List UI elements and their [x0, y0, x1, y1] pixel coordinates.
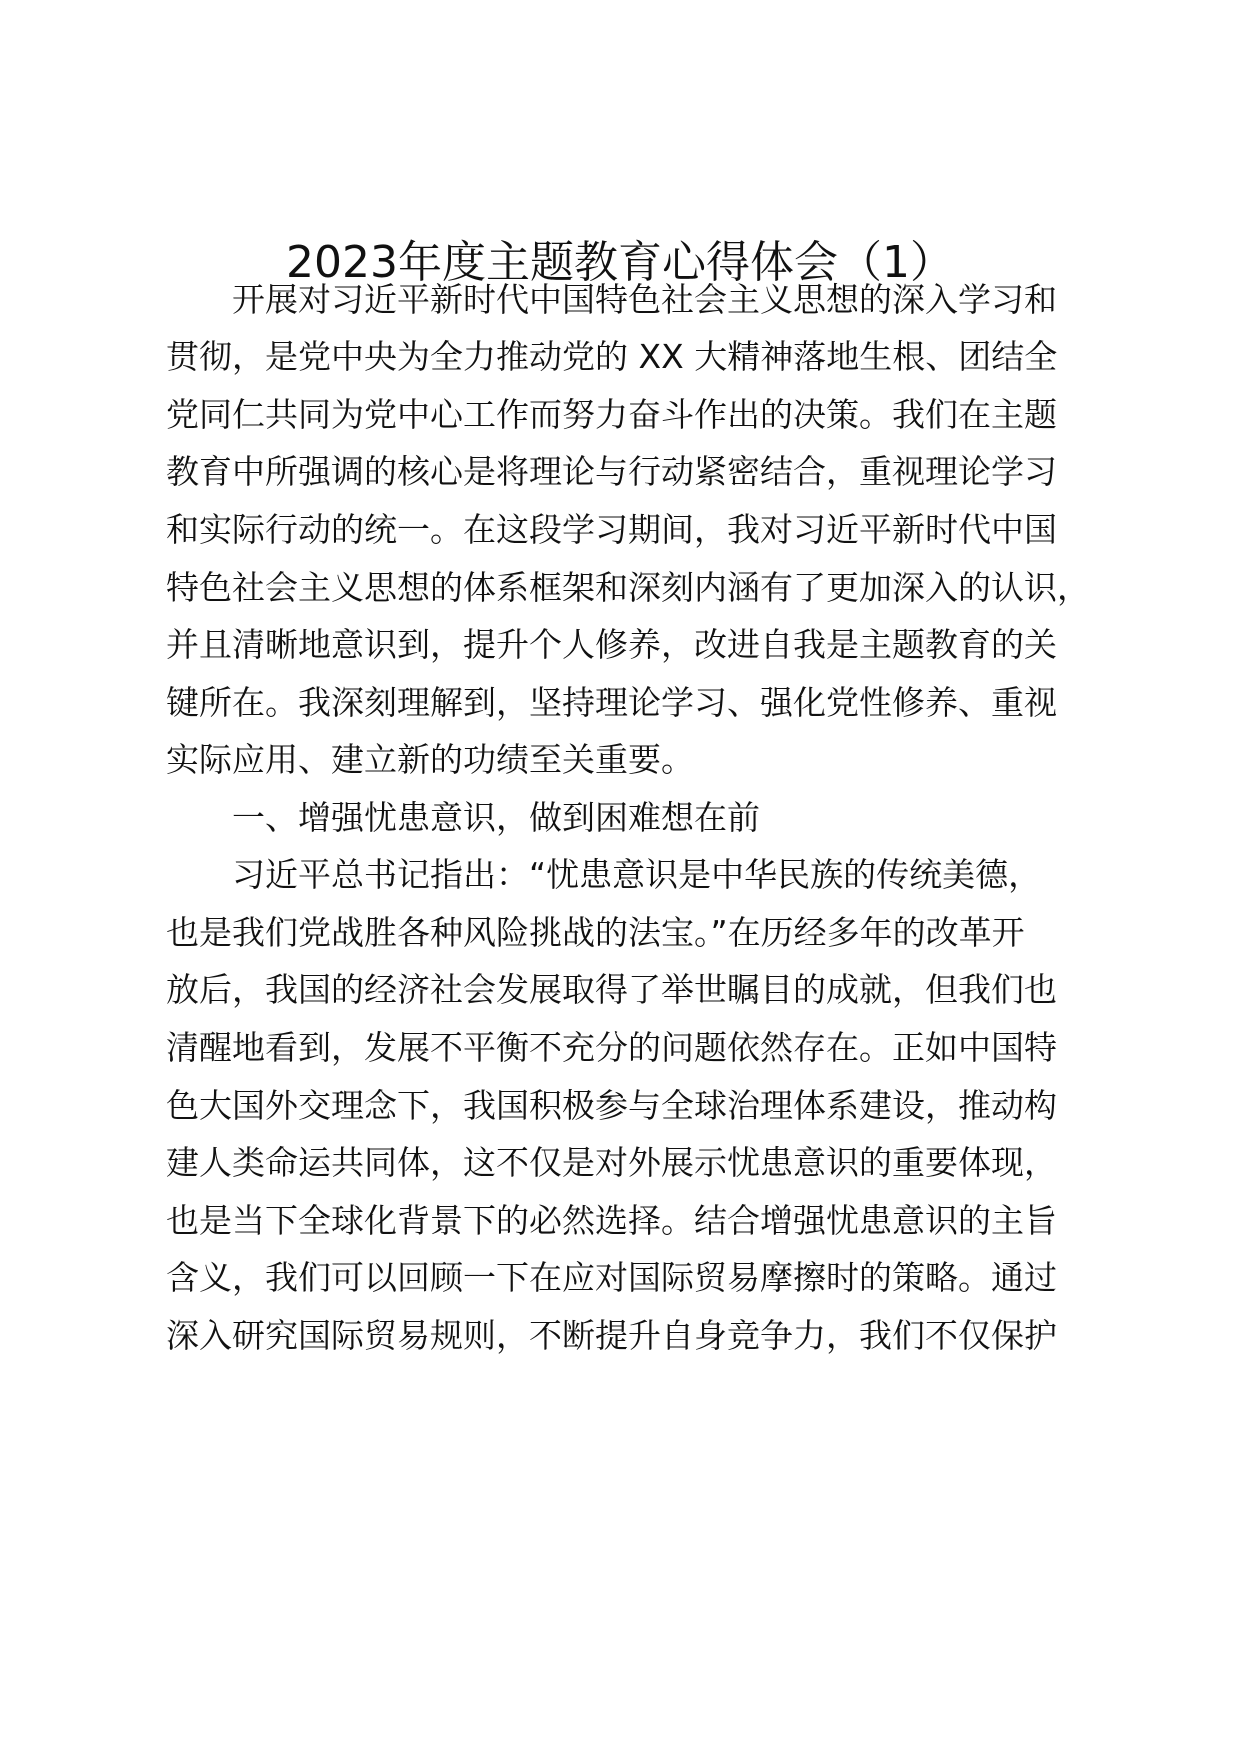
paragraph-line: 键所在。我深刻理解到，坚持理论学习、强化党性修养、重视: [166, 683, 1057, 722]
paragraph-line: 教育中所强调的核心是将理论与行动紧密结合，重视理论学习: [166, 452, 1057, 491]
paragraph-line: 深入研究国际贸易规则，不断提升自身竞争力，我们不仅保护: [166, 1316, 1057, 1355]
paragraph-line: 开展对习近平新时代中国特色社会主义思想的深入学习和: [232, 280, 1057, 319]
section-heading: 一、增强忧患意识，做到困难想在前: [232, 798, 760, 837]
paragraph-line: 贯彻，是党中央为全力推动党的 XX 大精神落地生根、团结全: [166, 337, 1058, 376]
paragraph-line: 并且清晰地意识到，提升个人修养，改进自我是主题教育的关: [166, 625, 1057, 664]
paragraph-line: 特色社会主义思想的体系框架和深刻内涵有了更加深入的认识，: [166, 568, 1090, 607]
document-title: 2023年度主题教育心得体会（1）: [286, 237, 954, 288]
paragraph-line: 实际应用、建立新的功绩至关重要。: [166, 740, 694, 779]
paragraph-line: 也是我们党战胜各种风险挑战的法宝。”在历经多年的改革开: [166, 913, 1025, 952]
paragraph-line: 建人类命运共同体，这不仅是对外展示忧患意识的重要体现，: [166, 1143, 1057, 1182]
paragraph-line: 习近平总书记指出：“忧患意识是中华民族的传统美德，: [232, 855, 1042, 894]
paragraph-line: 清醒地看到，发展不平衡不充分的问题依然存在。正如中国特: [166, 1028, 1057, 1067]
paragraph-line: 也是当下全球化背景下的必然选择。结合增强忧患意识的主旨: [166, 1201, 1057, 1240]
paragraph-line: 和实际行动的统一。在这段学习期间，我对习近平新时代中国: [166, 510, 1057, 549]
paragraph-line: 党同仁共同为党中心工作而努力奋斗作出的决策。我们在主题: [166, 395, 1057, 434]
paragraph-line: 放后，我国的经济社会发展取得了举世瞩目的成就，但我们也: [166, 970, 1057, 1009]
paragraph-line: 含义，我们可以回顾一下在应对国际贸易摩擦时的策略。通过: [166, 1258, 1057, 1297]
paragraph-line: 色大国外交理念下，我国积极参与全球治理体系建设，推动构: [166, 1086, 1057, 1125]
